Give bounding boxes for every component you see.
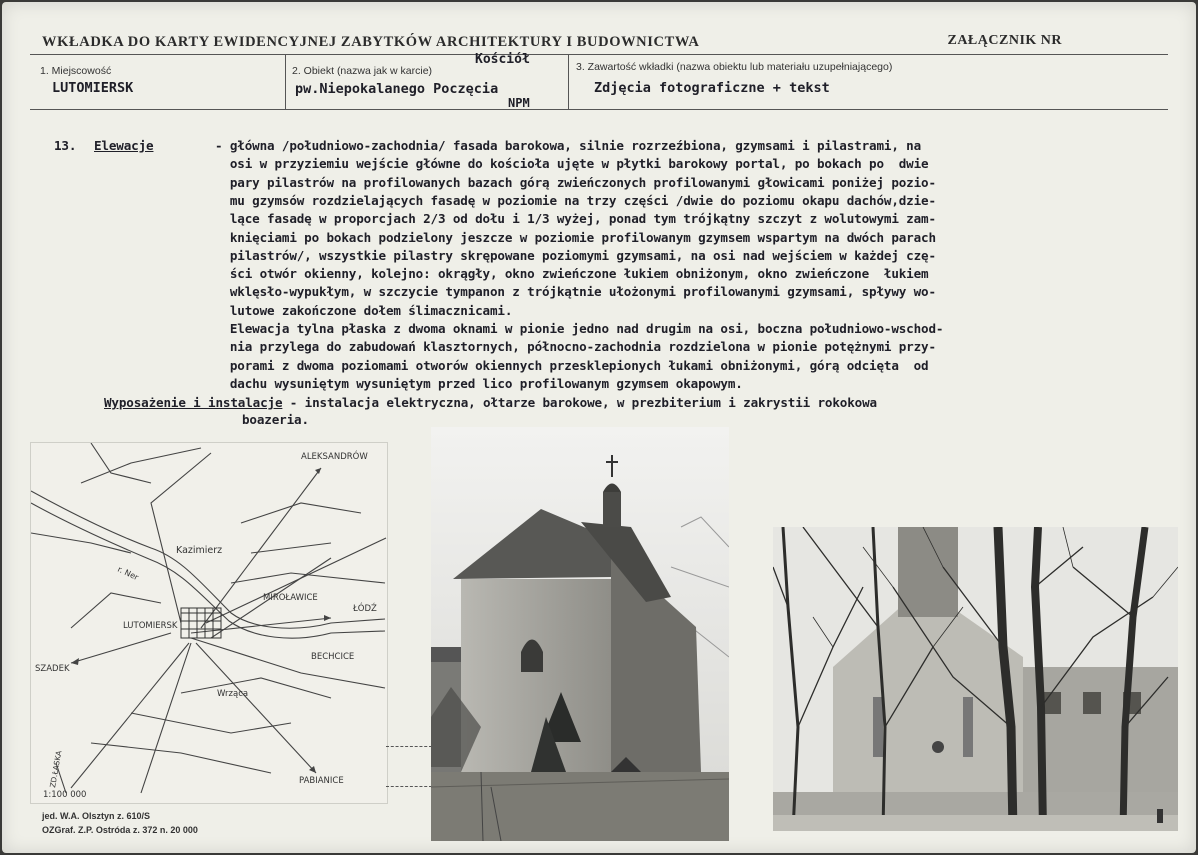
body-line: dachu wysuniętym wysuniętym przed lico profilowanym gzymsem okapowym.	[215, 375, 743, 391]
body-line: nia przylega do zabudowań klasztornych, północno-zachodnia rozdzielona w pionie potężnymi przy-	[215, 339, 936, 355]
map-drawing	[31, 443, 387, 803]
attachment-number-label: ZAŁĄCZNIK NR	[947, 33, 1062, 48]
field-3-label: 3. Zawartość wkładki (nazwa obiektu lub materiału uzupełniającego)	[576, 61, 893, 73]
church-photo-1	[431, 427, 729, 841]
field-divider-1	[285, 54, 286, 109]
map-label-szadek: SZADEK	[35, 664, 70, 674]
body-line: - główna /południowo-zachodnia/ fasada barokowa, silnie rozrzeźbiona, gzymsami i pilastrami, na	[215, 138, 922, 153]
map-label-lodz: ŁÓDŹ	[353, 604, 377, 614]
map-label-aleksandrow: ALEKSANDRÓW	[301, 452, 368, 462]
church-photo-2-image	[773, 527, 1178, 831]
print-footer-line-2: OZGraf. Z.P. Ostróda z. 372 n. 20 000	[42, 825, 198, 835]
map-label-mirolawice: MIROŁAWICE	[263, 593, 318, 603]
body-line: Elewacja tylna płaska z dwoma oknami w pionie jedno nad drugim na osi, boczna południowo-wschod-	[215, 321, 944, 336]
body-line: lutowe zakończone dołem ślimacznicami.	[215, 302, 513, 318]
field-2-label: 2. Obiekt (nazwa jak w karcie)	[292, 65, 433, 77]
field-3-value: Zdjęcia fotograficzne + tekst	[594, 80, 830, 96]
section-heading: Elewacje	[94, 138, 154, 153]
map-label-lutomiersk: LUTOMIERSK	[123, 621, 178, 631]
map-label-bechcice: BECHCICE	[311, 652, 355, 662]
body-line: knięciami po bokach podzielony jeszcze w poziomie profilowanym gzymsem wspartym na dwóch parach	[215, 229, 936, 245]
field-divider-2	[568, 54, 569, 109]
field-2-value: pw.Niepokalanego Poczęcia	[295, 81, 499, 97]
connector-line-1	[386, 746, 432, 747]
body-line: mu gzymsów rozdzielających fasadę w poziomie na trzy części /dwie do poziomu okapu dachów,dzie-	[215, 192, 936, 208]
field-1-label: 1. Miejscowość	[40, 65, 112, 77]
map-label-ner: r. Ner	[116, 564, 140, 583]
body-line: pary pilastrów na profilowanych bazach górą zwieńczonych profilowanymi głowicami poniżej pozio-	[215, 174, 936, 190]
section-number: 13.	[54, 138, 77, 153]
field-2-value-top: Kościół	[475, 52, 530, 67]
body-line: pilastrów/, wszystkie pilastry skrępowane poziomymi gzymsami, na osi nad wejściem w każdej czę-	[215, 247, 936, 263]
map-label-zd-laska: ZD.ŁASKA	[48, 750, 64, 789]
body-line: lące fasadę w proporcjach 2/3 od dołu i 1/3 wyżej, ponad tym trójkątny szczyt z wolutowymi zam-	[215, 211, 936, 227]
connector-line-2	[386, 786, 432, 787]
location-map	[30, 442, 388, 804]
body-line: porami z dwoma poziomami otworów okiennych przesklepionych łukami obniżonymi, górą odcięta od	[215, 357, 929, 373]
church-photo-2	[773, 527, 1178, 831]
equipment-line-2: boazeria.	[242, 412, 309, 427]
fields-rule	[30, 109, 1168, 110]
print-footer-line-1: jed. W.A. Olsztyn z. 610/S	[42, 811, 151, 821]
map-label-pabianice: PABIANICE	[299, 776, 344, 786]
map-label-kazimierz: Kazimierz	[176, 545, 223, 556]
header-rule	[30, 54, 1168, 55]
form-title: WKŁADKA DO KARTY EWIDENCYJNEJ ZABYTKÓW ARCHITEKTURY I BUDOWNICTWA	[42, 34, 700, 50]
map-scale: 1:100 000	[43, 790, 87, 800]
church-photo-1-image	[431, 427, 729, 841]
body-line: wklęsło-wypukłym, w szczycie tympanon z trójkątnie ułożonymi profilowanymi gzymsami, spływy wo-	[215, 284, 936, 300]
equipment-line-1: - instalacja elektryczna, ołtarze barokowe, w prezbiterium i zakrystii rokokowa	[282, 395, 877, 410]
body-line: osi w przyziemiu wejście główne do kościoła ujęte w płytki barokowy portal, po bokach po dwie	[215, 156, 929, 172]
equipment-heading: Wyposażenie i instalacje	[104, 395, 283, 410]
field-2-value-bottom: NPM	[508, 96, 530, 110]
field-1-value: LUTOMIERSK	[52, 80, 134, 96]
equipment-block	[104, 394, 877, 412]
inventory-card	[2, 2, 1196, 853]
body-line: ści otwór okienny, kolejno: okrągły, okno zwieńczone łukiem obniżonym, okno zwieńczone łukiem	[215, 266, 929, 282]
map-label-wrzaca: Wrząca	[217, 689, 249, 699]
